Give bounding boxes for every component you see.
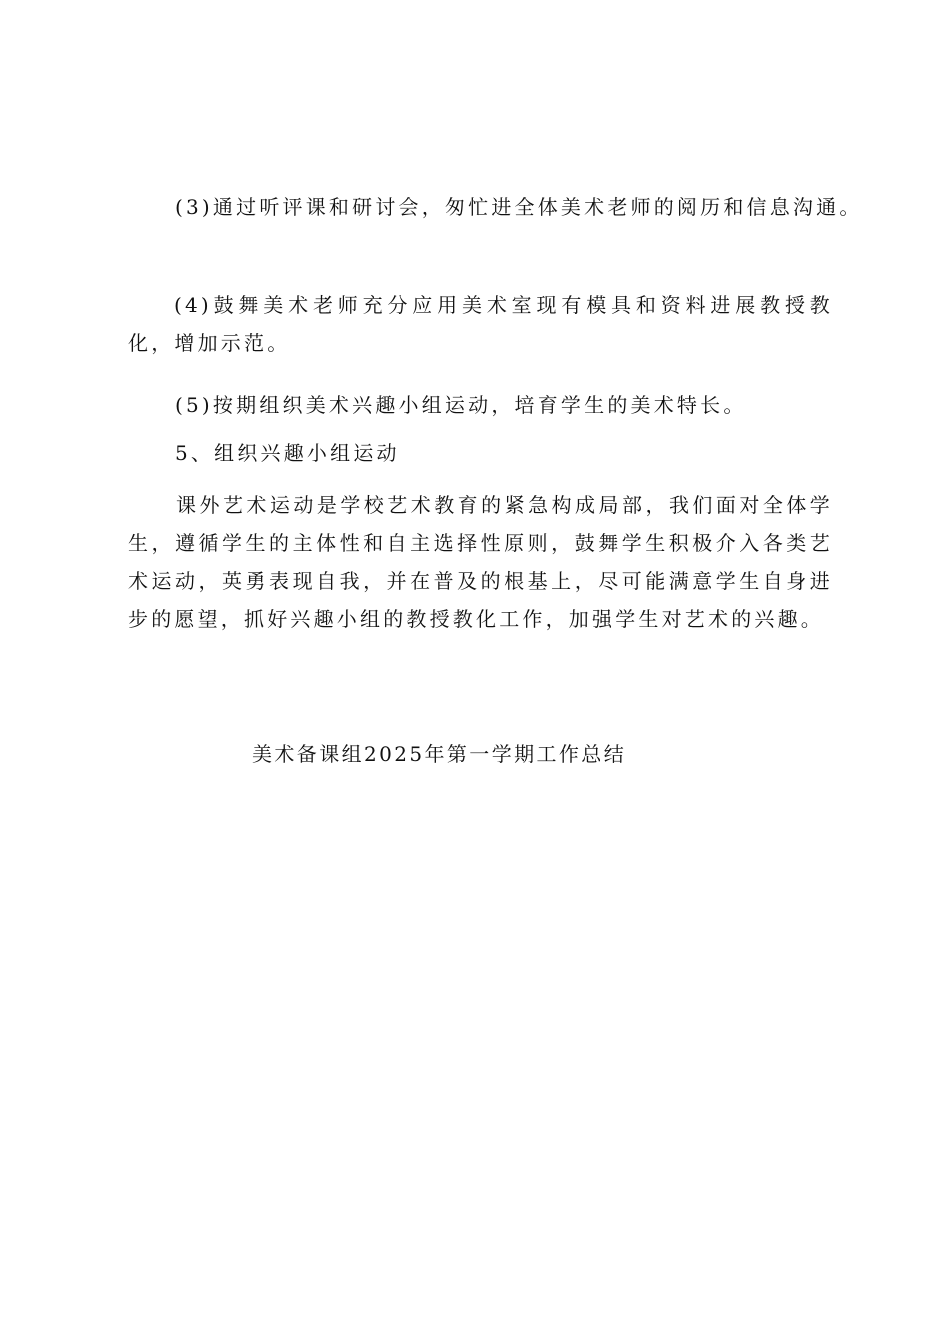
section-5-body: 课外艺术运动是学校艺术教育的紧急构成局部，我们面对全体学生，遵循学生的主体性和自主选择性原则，鼓舞学生积极介入各类艺术运动，英勇表现自我，并在普及的根基上，尽可能满意学生自身进步的愿望，抓好兴趣小组的教授教化工作，加强学生对艺术的兴趣。 <box>128 493 833 631</box>
item-5-text: (5)按期组织美术兴趣小组运动，培育学生的美术特长。 <box>175 393 747 417</box>
section-5-heading: 5、组织兴趣小组运动 <box>175 441 400 465</box>
item-3-text: (3)通过听评课和研讨会，匆忙进全体美术老师的阅历和信息沟通。 <box>175 195 863 219</box>
item-4-text: (4)鼓舞美术老师充分应用美术室现有模具和资料进展教授教化，增加示范。 <box>128 293 833 355</box>
footer-title: 美术备课组2025年第一学期工作总结 <box>252 742 627 766</box>
